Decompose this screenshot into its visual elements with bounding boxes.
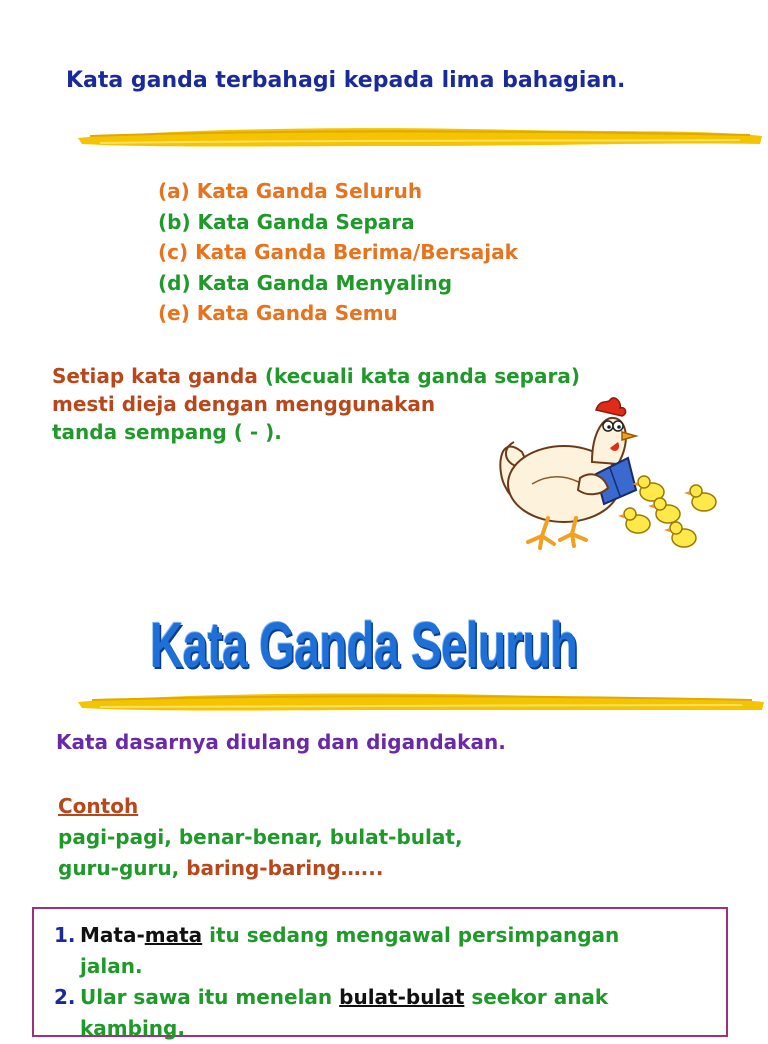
section-title: Kata Ganda Seluruh: [150, 609, 578, 681]
sentence-1-underlined: mata: [144, 923, 203, 947]
category-item-d: (d) Kata Ganda Menyaling: [158, 270, 453, 295]
example-sentences: [54, 920, 619, 1044]
category-item-e: (e) Kata Ganda Semu: [158, 301, 398, 325]
note-line1-a: Setiap kata ganda: [52, 364, 265, 388]
examples-line1: pagi-pagi, benar-benar, bulat-bulat,: [58, 825, 463, 849]
examples-line2-b: baring-baring…...: [186, 856, 384, 880]
category-item-b: (b) Kata Ganda Separa: [158, 209, 415, 234]
sentence-2-post: seekor anak: [464, 985, 609, 1009]
sentence-1-pre: Mata-: [80, 923, 145, 947]
sentence-1-continuation: jalan.: [80, 954, 143, 978]
sentence-1: [54, 920, 619, 951]
section-description: Kata dasarnya diulang dan digandakan.: [56, 730, 506, 754]
examples-text: [58, 822, 463, 884]
examples-line2-a: guru-guru,: [58, 856, 187, 880]
examples-label: Contoh: [58, 794, 139, 818]
category-list: [158, 176, 518, 329]
sentence-2: [54, 982, 619, 1013]
note-line2: mesti dieja dengan menggunakan: [52, 392, 436, 416]
sentence-2-pre: Ular sawa itu menelan: [80, 985, 340, 1009]
sentence-2-continuation: kambing.: [80, 1016, 185, 1040]
brush-stroke-divider-top: [70, 118, 768, 154]
hen-reading-to-chicks-illustration: [492, 392, 732, 562]
category-item-a: (a) Kata Ganda Seluruh: [158, 179, 423, 203]
sentence-2-underlined: bulat-bulat: [339, 985, 465, 1009]
sentence-1-post: itu sedang mengawal persimpangan: [202, 923, 620, 947]
note-line1-b: (kecuali kata ganda separa): [264, 364, 580, 388]
sentence-1-number: 1.: [54, 923, 76, 947]
note-line3: tanda sempang ( - ).: [52, 420, 282, 444]
slide-heading: Kata ganda terbahagi kepada lima bahagian.: [66, 68, 626, 93]
brush-stroke-divider-bottom: [70, 684, 768, 718]
sentence-2-number: 2.: [54, 985, 76, 1009]
category-item-c: (c) Kata Ganda Berima/Bersajak: [158, 240, 518, 264]
